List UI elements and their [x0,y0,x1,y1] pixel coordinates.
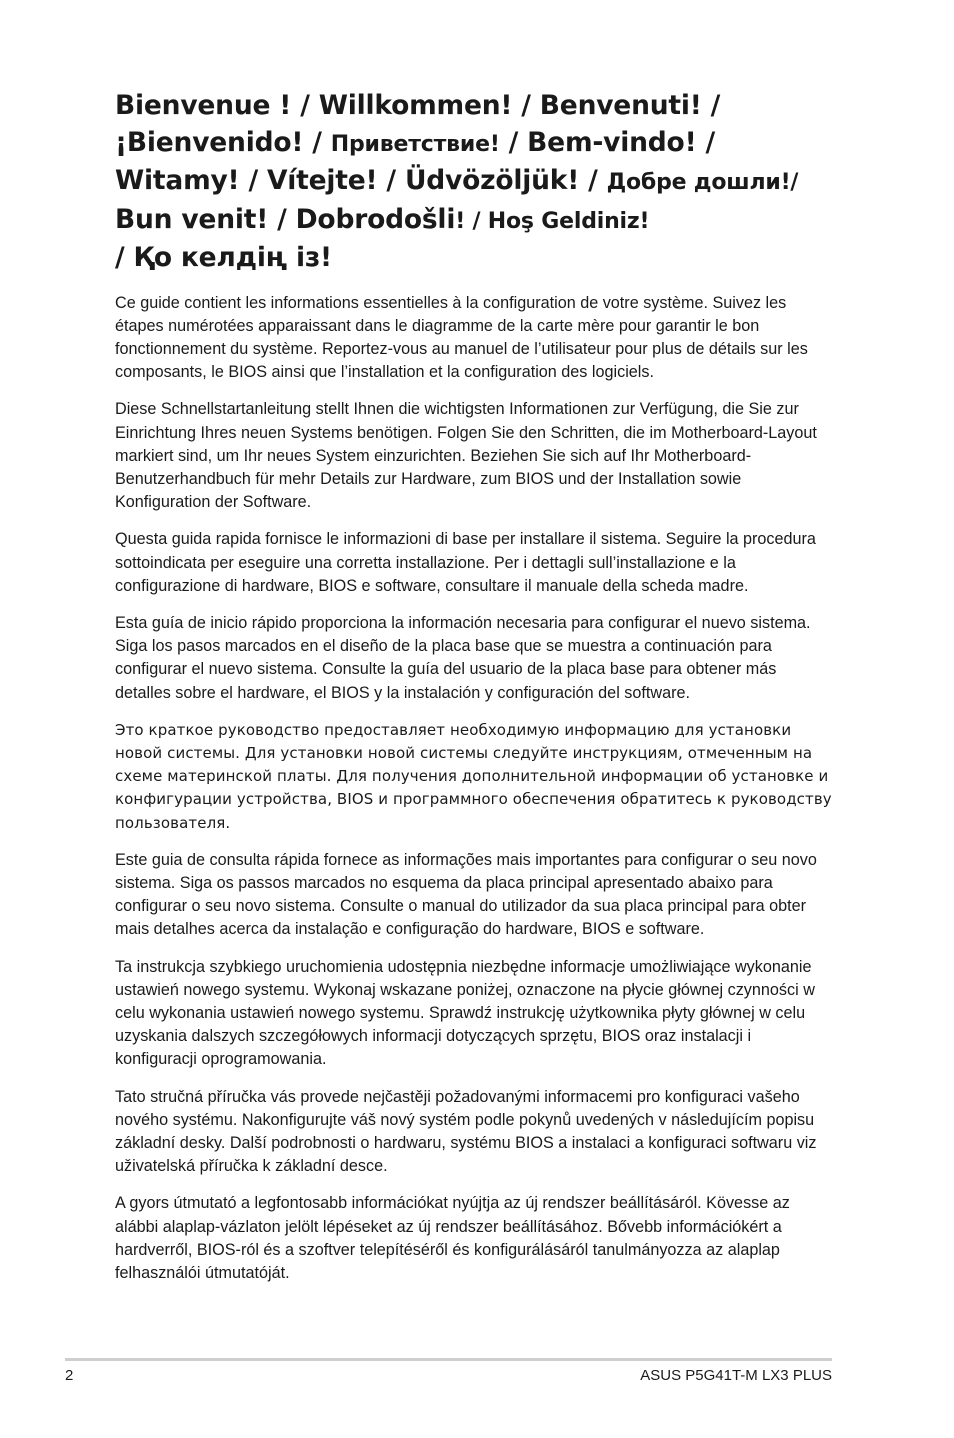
paragraph-hungarian: A gyors útmutató a legfontosabb információkat nyújtja az új rendszer beállításáról. Kövesse az alábbi alaplap-vázlaton jelölt lépéseket az új rendszer beállításához. Bővebb információkért a hardverről, BIOS-ról és a szoftver telepítéséről és konfigurálásáról tanulmányozza az alaplap felhasználói útmutatóját. [115,1194,790,1283]
intro-paragraphs [115,292,835,1286]
paragraph-french: Ce guide contient les informations essentielles à la configuration de votre système. Suivez les étapes numérotées apparaissant dans le diagramme de la carte mère pour garantir le bon fonctionnement du système. Reportez-vous au manuel de l’utilisateur pour plus de détails sur les composants, le BIOS ainsi que l’installation et la configuration des logiciels. [115,293,808,382]
paragraph-portuguese: Este guia de consulta rápida fornece as informações mais importantes para configurar o seu novo sistema. Siga os passos marcados no esquema da placa principal apresentado abaixo para configurar o seu novo sistema. Consulte o manual do utilizador da sua placa principal para obter mais detalhes acerca da instalação e configuração do hardware, BIOS e software. [115,850,817,939]
paragraph-russian: Это краткое руководство предоставляет необходимую информацию для установки новой системы. Для установки новой системы следуйте инструкциям, отмеченным на схеме материнской платы. Для получения дополнительной информации об установке и конфигурации устройства, BIOS и программного обеспечения обратитесь к руководству пользователя. [115,720,832,832]
page-number: 2 [65,1367,74,1384]
title-line-3a: Witamy! / Vítejte! / Üdvözöljük! / [115,165,607,196]
paragraph-polish: Ta instrukcja szybkiego uruchomienia udostępnia niezbędne informacje umożliwiające wykonanie ustawień nowego systemu. Wykonaj wskazane poniżej, oznaczone na płycie głównej czynności w celu wykonania ustawień nowego systemu. Sprawdź instrukcję użytkownika płyty głównej w celu uzyskania dalszych szczegółowych informacji dotyczących sprzętu, BIOS oraz instalacji i konfiguracji oprogramowania. [115,957,815,1069]
title-line-4a: Bun venit! / Dobrodošli [115,203,456,235]
paragraph-italian: Questa guida rapida fornisce le informazioni di base per installare il sistema. Seguire la procedura sottoindicata per eseguire una corretta installazione. Per i dettagli sull’installazione e la configurazione di hardware, BIOS e software, consultare il manuale della scheda madre. [115,530,816,595]
paragraph-german: Diese Schnellstartanleitung stellt Ihnen die wichtigsten Informationen zur Verfügung, die Sie zur Einrichtung Ihres neuen Systems benötigen. Folgen Sie den Schritten, die im Motherboard-Layout markiert sind, um Ihr neues System einzurichten. Beziehen Sie sich auf Ihr Motherboard-Benutzerhandbuch für mehr Details zur Hardware, zum BIOS und der Installation sowie Konfiguration der Software. [115,400,817,512]
title-line-2a: ¡Bienvenido! / [115,126,331,158]
title-line-1: Bienvenue ! / Willkommen! / Benvenuti! / [115,90,721,121]
page-title [115,88,835,277]
title-line-2c: / Bem-vindo! / [499,126,715,158]
title-line-5: / Қо келдің із! [115,242,332,273]
footer-divider [65,1358,832,1361]
paragraph-spanish: Esta guía de inicio rápido proporciona la información necesaria para configurar el nuevo sistema. Siga los pasos marcados en el diseño de la placa base que se muestra a continuación para configurar el nuevo sistema. Consulte la guía del usuario de la placa base para obtener más detalles sobre el hardware, el BIOS y la instalación y configuración del software. [115,613,811,702]
paragraph-czech: Tato stručná příručka vás provede nejčastěji požadovanými informacemi pro konfiguraci vašeho nového systému. Nakonfigurujte váš nový systém podle pokynů uvedených v následujícím popisu základní desky. Další podrobnosti o hardwaru, systému BIOS a instalaci a konfiguraci softwaru viz uživatelská příručka k základní desce. [115,1087,817,1176]
title-line-2b: Приветствие! [330,131,500,157]
page-content [115,88,835,1299]
title-line-3b: Добре дошли!/ [606,170,799,195]
title-line-4b: ! / Hoş Geldiniz! [455,208,650,234]
product-model: ASUS P5G41T-M LX3 PLUS [640,1367,832,1384]
